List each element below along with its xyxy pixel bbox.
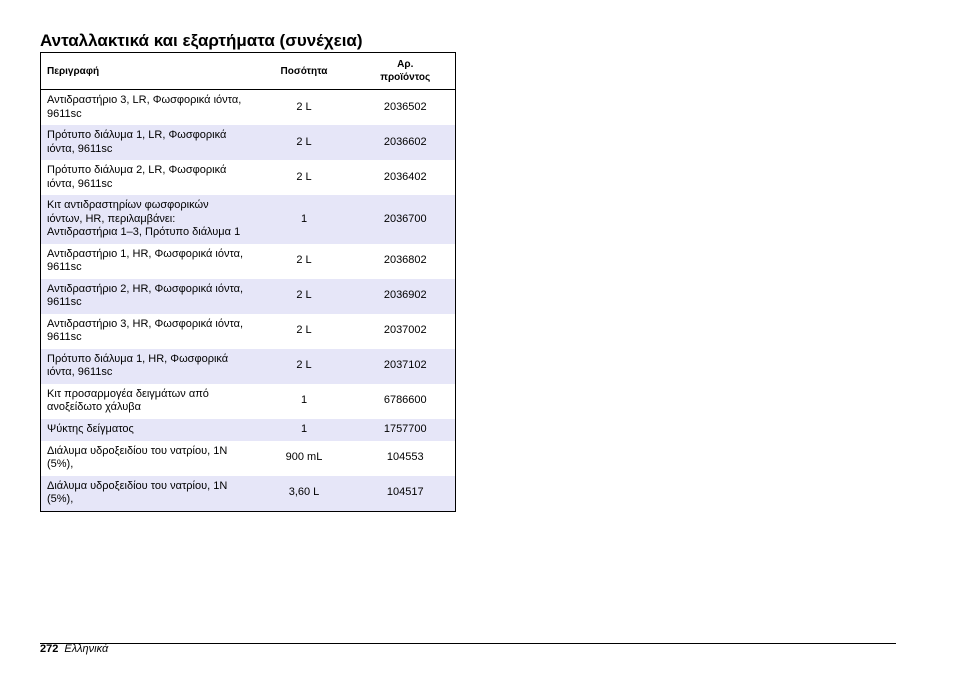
cell-item-number: 2037002 — [383, 324, 427, 337]
column-header-item-number — [356, 53, 456, 90]
cell-quantity: 1 — [300, 394, 308, 407]
table-row — [41, 279, 456, 314]
cell-description: Πρότυπο διάλυμα 2, LR, Φωσφορικά ιόντα, 9611sc — [47, 164, 227, 190]
table-row — [41, 314, 456, 349]
page-number: 272 — [40, 643, 59, 655]
cell-item-number: 104517 — [386, 486, 424, 499]
column-header-description: Περιγραφή — [41, 53, 253, 90]
table-row — [41, 125, 456, 160]
cell-description: Πρότυπο διάλυμα 1, HR, Φωσφορικά ιόντα, 9611sc — [47, 352, 229, 378]
cell-item-number: 6786600 — [383, 394, 427, 407]
table-row — [41, 244, 456, 279]
page-title: Ανταλλακτικά και εξαρτήματα (συνέχεια) — [40, 31, 363, 50]
cell-description: Διάλυμα υδροξειδίου του νατρίου, 1N (5%), — [47, 479, 228, 505]
column-header-item-number-line2: προϊόντος — [380, 72, 431, 83]
cell-item-number: 2036602 — [383, 135, 427, 148]
cell-quantity: 2 L — [296, 359, 312, 372]
cell-item-number: 2036802 — [383, 254, 427, 267]
table-header-row — [41, 53, 456, 90]
cell-description: Κιτ προσαρμογέα δειγμάτων από ανοξείδωτο χάλυβα — [47, 387, 209, 413]
cell-item-number: 2036502 — [383, 100, 427, 113]
column-header-item-number-line1: Αρ. — [397, 59, 414, 70]
cell-description: Διάλυμα υδροξειδίου του νατρίου, 1N (5%), — [47, 444, 228, 470]
cell-quantity: 2 L — [296, 324, 312, 337]
cell-quantity: 2 L — [296, 289, 312, 302]
table-row — [41, 476, 456, 512]
cell-item-number: 1757700 — [383, 422, 427, 435]
cell-quantity: 1 — [300, 212, 308, 225]
cell-description — [41, 195, 253, 244]
cell-quantity: 3,60 L — [288, 486, 320, 499]
cell-item-number: 2036902 — [383, 289, 427, 302]
table-row — [41, 419, 456, 441]
cell-item-number: 2036700 — [383, 212, 427, 225]
table-row — [41, 195, 456, 244]
cell-description: Αντιδραστήριο 3, LR, Φωσφορικά ιόντα, 9611sc — [47, 94, 242, 120]
cell-item-number: 2037102 — [383, 359, 427, 372]
cell-quantity: 1 — [300, 422, 308, 435]
cell-description: Αντιδραστήριο 3, HR, Φωσφορικά ιόντα, 9611sc — [47, 317, 244, 343]
cell-quantity: 2 L — [296, 135, 312, 148]
table-row — [41, 349, 456, 384]
table-row — [41, 441, 456, 476]
page-footer — [40, 643, 108, 656]
cell-quantity: 2 L — [296, 100, 312, 113]
column-header-quantity: Ποσότητα — [253, 53, 356, 90]
cell-quantity: 2 L — [296, 170, 312, 183]
cell-description: Αντιδραστήριο 2, HR, Φωσφορικά ιόντα, 9611sc — [47, 282, 244, 308]
cell-description: Αντιδραστήριο 1, HR, Φωσφορικά ιόντα, 9611sc — [47, 247, 244, 273]
cell-item-number: 2036402 — [383, 170, 427, 183]
cell-description: Πρότυπο διάλυμα 1, LR, Φωσφορικά ιόντα, 9611sc — [47, 129, 227, 155]
cell-description-line1: Κιτ αντιδραστηρίων φωσφορικών ιόντων, HR, περιλαμβάνει: — [47, 199, 209, 225]
cell-description-line2: Αντιδραστήρια 1–3, Πρότυπο διάλυμα 1 — [47, 226, 241, 238]
cell-quantity: 900 mL — [285, 451, 323, 464]
cell-quantity: 2 L — [296, 254, 312, 267]
table-row — [41, 90, 456, 126]
footer-language: Ελληνικά — [64, 643, 109, 655]
parts-table — [40, 52, 456, 512]
cell-description: Ψύκτης δείγματος — [47, 422, 134, 435]
table-row — [41, 160, 456, 195]
footer-divider — [40, 643, 896, 644]
table-row — [41, 384, 456, 419]
cell-item-number: 104553 — [386, 451, 424, 464]
